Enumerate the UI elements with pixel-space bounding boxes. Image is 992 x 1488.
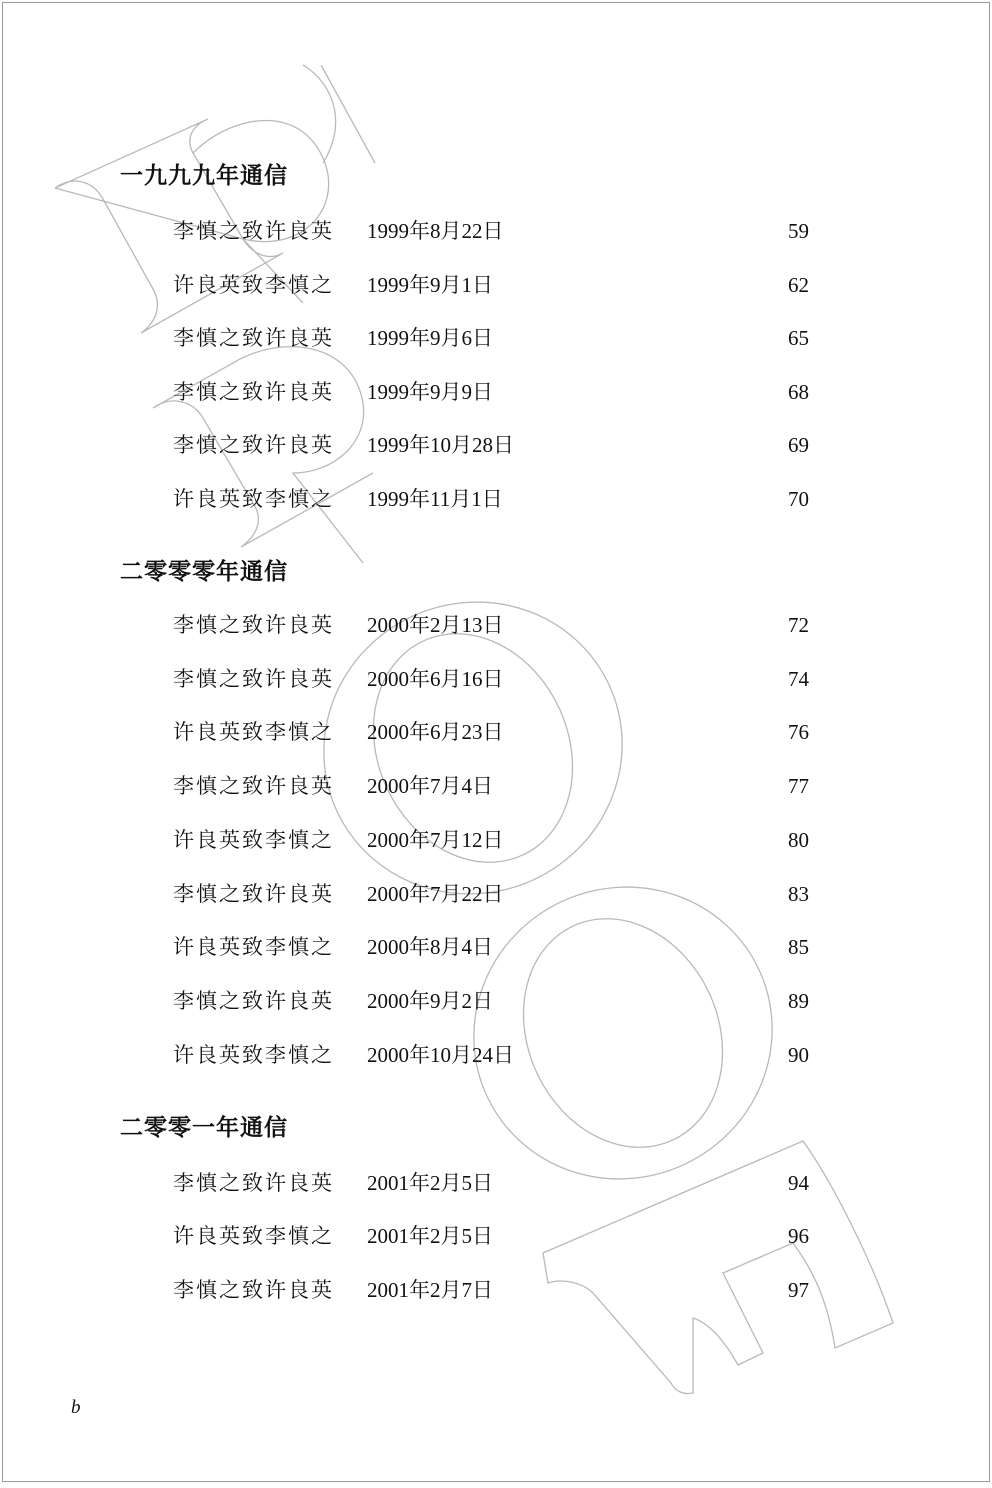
entry-page-number: 72 (788, 613, 809, 637)
toc-entry[interactable] (3, 1040, 990, 1070)
section-title: 二零零一年通信 (120, 1114, 288, 1141)
entry-author: 李慎之致许良英 (173, 1278, 334, 1302)
entry-author: 许良英致李慎之 (173, 828, 334, 852)
toc-entry[interactable] (3, 216, 990, 246)
entry-author: 许良英致李慎之 (173, 935, 334, 959)
toc-entry[interactable] (3, 610, 990, 640)
entry-date: 2000年10月24日 (367, 1043, 514, 1067)
entry-page-number: 89 (788, 989, 809, 1013)
entry-page-number: 70 (788, 487, 809, 511)
toc-entry[interactable] (3, 377, 990, 407)
entry-page-number: 65 (788, 326, 809, 350)
entry-date: 1999年9月6日 (367, 326, 493, 350)
entry-author: 许良英致李慎之 (173, 487, 334, 511)
entry-date: 2000年6月23日 (367, 720, 504, 744)
entry-date: 2001年2月7日 (367, 1278, 493, 1302)
toc-entry[interactable] (3, 1221, 990, 1251)
section-title: 一九九九年通信 (120, 162, 288, 189)
entry-author: 李慎之致许良英 (173, 326, 334, 350)
toc-entry[interactable] (3, 484, 990, 514)
document-page (2, 2, 990, 1482)
entry-page-number: 76 (788, 720, 809, 744)
toc-entry[interactable] (3, 1275, 990, 1305)
toc-entry[interactable] (3, 717, 990, 747)
toc-entry[interactable] (3, 986, 990, 1016)
entry-page-number: 90 (788, 1043, 809, 1067)
entry-page-number: 74 (788, 667, 809, 691)
entry-date: 2000年7月22日 (367, 882, 504, 906)
entry-date: 2000年2月13日 (367, 613, 504, 637)
entry-date: 2000年7月12日 (367, 828, 504, 852)
entry-page-number: 62 (788, 273, 809, 297)
entry-author: 李慎之致许良英 (173, 882, 334, 906)
entry-date: 1999年11月1日 (367, 487, 503, 511)
toc-entry[interactable] (3, 430, 990, 460)
entry-page-number: 83 (788, 882, 809, 906)
toc-entry[interactable] (3, 879, 990, 909)
entry-page-number: 80 (788, 828, 809, 852)
toc-entry[interactable] (3, 771, 990, 801)
entry-author: 李慎之致许良英 (173, 667, 334, 691)
entry-date: 1999年9月9日 (367, 380, 493, 404)
entry-page-number: 69 (788, 433, 809, 457)
entry-author: 李慎之致许良英 (173, 774, 334, 798)
entry-page-number: 77 (788, 774, 809, 798)
entry-page-number: 94 (788, 1171, 809, 1195)
entry-author: 许良英致李慎之 (173, 1224, 334, 1248)
entry-author: 李慎之致许良英 (173, 1171, 334, 1195)
toc-entry[interactable] (3, 323, 990, 353)
entry-date: 1999年8月22日 (367, 219, 504, 243)
entry-date: 2000年8月4日 (367, 935, 493, 959)
entry-date: 2000年9月2日 (367, 989, 493, 1013)
entry-author: 许良英致李慎之 (173, 273, 334, 297)
entry-page-number: 59 (788, 219, 809, 243)
entry-author: 李慎之致许良英 (173, 219, 334, 243)
entry-author: 李慎之致许良英 (173, 989, 334, 1013)
entry-date: 1999年10月28日 (367, 433, 514, 457)
entry-page-number: 96 (788, 1224, 809, 1248)
entry-page-number: 97 (788, 1278, 809, 1302)
entry-page-number: 85 (788, 935, 809, 959)
entry-date: 1999年9月1日 (367, 273, 493, 297)
entry-date: 2001年2月5日 (367, 1171, 493, 1195)
section-title: 二零零零年通信 (120, 558, 288, 585)
entry-author: 许良英致李慎之 (173, 1043, 334, 1067)
entry-date: 2001年2月5日 (367, 1224, 493, 1248)
toc-entry[interactable] (3, 825, 990, 855)
entry-author: 李慎之致许良英 (173, 613, 334, 637)
entry-date: 2000年7月4日 (367, 774, 493, 798)
toc-entry[interactable] (3, 1168, 990, 1198)
toc-entry[interactable] (3, 270, 990, 300)
entry-author: 李慎之致许良英 (173, 380, 334, 404)
page-folio: b (71, 1397, 81, 1418)
toc-entry[interactable] (3, 932, 990, 962)
entry-page-number: 68 (788, 380, 809, 404)
entry-date: 2000年6月16日 (367, 667, 504, 691)
entry-author: 李慎之致许良英 (173, 433, 334, 457)
entry-author: 许良英致李慎之 (173, 720, 334, 744)
toc-entry[interactable] (3, 664, 990, 694)
